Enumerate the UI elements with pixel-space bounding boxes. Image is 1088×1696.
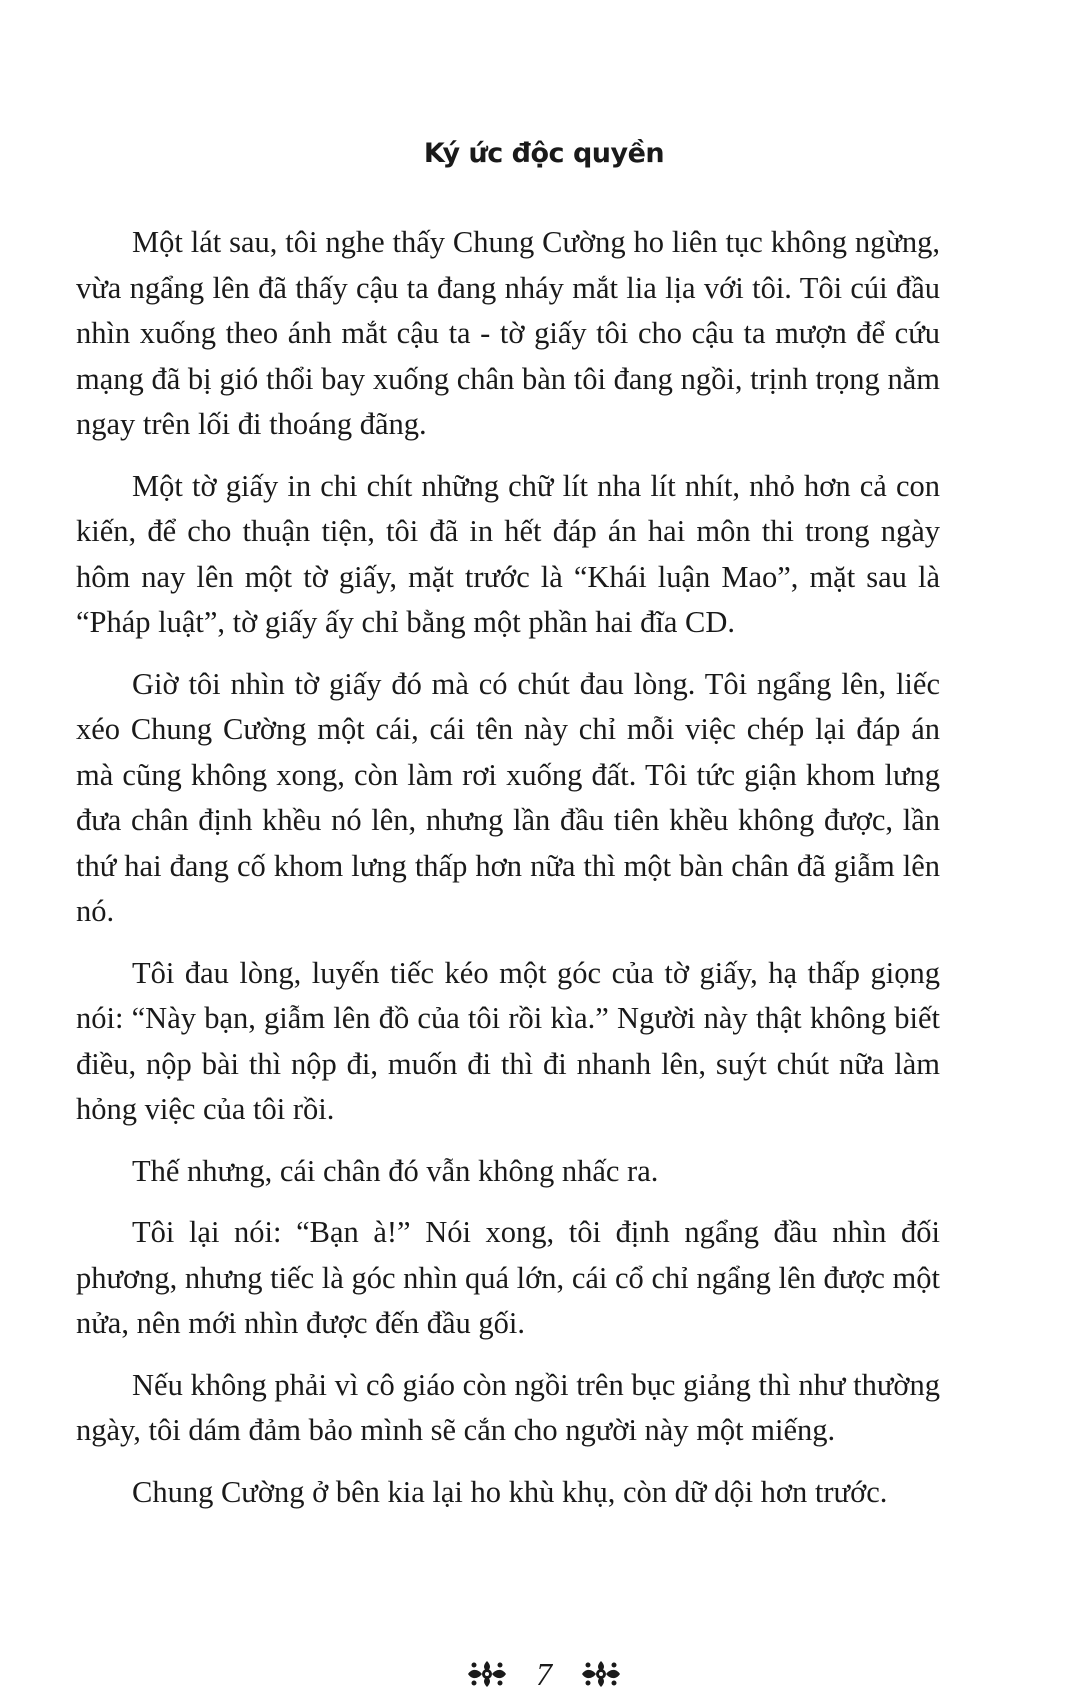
fleuron-left-icon bbox=[464, 1659, 510, 1689]
page-number: 7 bbox=[536, 1656, 552, 1692]
paragraph: Chung Cường ở bên kia lại ho khù khụ, còn dữ dội hơn trước. bbox=[132, 1474, 888, 1509]
paragraph: Một tờ giấy in chi chít những chữ lít nha lít nhít, nhỏ hơn cả con kiến, để cho thuận tiện, tôi đã in hết đáp án hai môn thi trong ngày hôm nay lên một tờ giấy, mặt trước là “Khái luận Mao”, mặt sau là “Pháp luật”, tờ giấy ấy chỉ bằng một phần hai đĩa CD. bbox=[76, 468, 940, 639]
fleuron-right-icon bbox=[578, 1659, 624, 1689]
paragraph: Thế nhưng, cái chân đó vẫn không nhấc ra. bbox=[132, 1153, 659, 1188]
paragraph: Giờ tôi nhìn tờ giấy đó mà có chút đau lòng. Tôi ngẩng lên, liếc xéo Chung Cường một cái, cái tên này chỉ mỗi việc chép lại đáp án mà cũng không xong, còn làm rơi xuống đất. Tôi tức giận khom lưng đưa chân định khều nó lên, nhưng lần đầu tiên khều không được, lần thứ hai đang cố khom lưng thấp hơn nữa thì một bàn chân đã giẫm lên nó. bbox=[76, 666, 940, 928]
page-footer bbox=[0, 1658, 1088, 1690]
paragraph: Một lát sau, tôi nghe thấy Chung Cường ho liên tục không ngừng, vừa ngẩng lên đã thấy cậu ta đang nháy mắt lia lịa với tôi. Tôi cúi đầu nhìn xuống theo ánh mắt cậu ta - tờ giấy tôi cho cậu ta mượn để cứu mạng đã bị gió thổi bay xuống chân bàn tôi đang ngồi, trịnh trọng nằm ngay trên lối đi thoáng đãng. bbox=[76, 225, 940, 441]
paragraph: Tôi lại nói: “Bạn à!” Nói xong, tôi định ngẩng đầu nhìn đối phương, nhưng tiếc là góc nhìn quá lớn, cái cổ chỉ ngẩng lên được một nửa, nên mới nhìn được đến đầu gối. bbox=[76, 1215, 940, 1340]
paragraph: Tôi đau lòng, luyến tiếc kéo một góc của tờ giấy, hạ thấp giọng nói: “Này bạn, giẫm lên đồ của tôi rồi kìa.” Người này thật không biết điều, nộp bài thì nộp đi, muốn đi thì đi nhanh lên, suýt chút nữa làm hỏng việc của tôi rồi. bbox=[76, 955, 940, 1126]
body-text bbox=[76, 220, 940, 1531]
paragraph: Nếu không phải vì cô giáo còn ngồi trên bục giảng thì như thường ngày, tôi dám đảm bảo mình sẽ cắn cho người này một miếng. bbox=[76, 1367, 940, 1447]
running-header-title: Ký ức độc quyền bbox=[423, 138, 665, 169]
